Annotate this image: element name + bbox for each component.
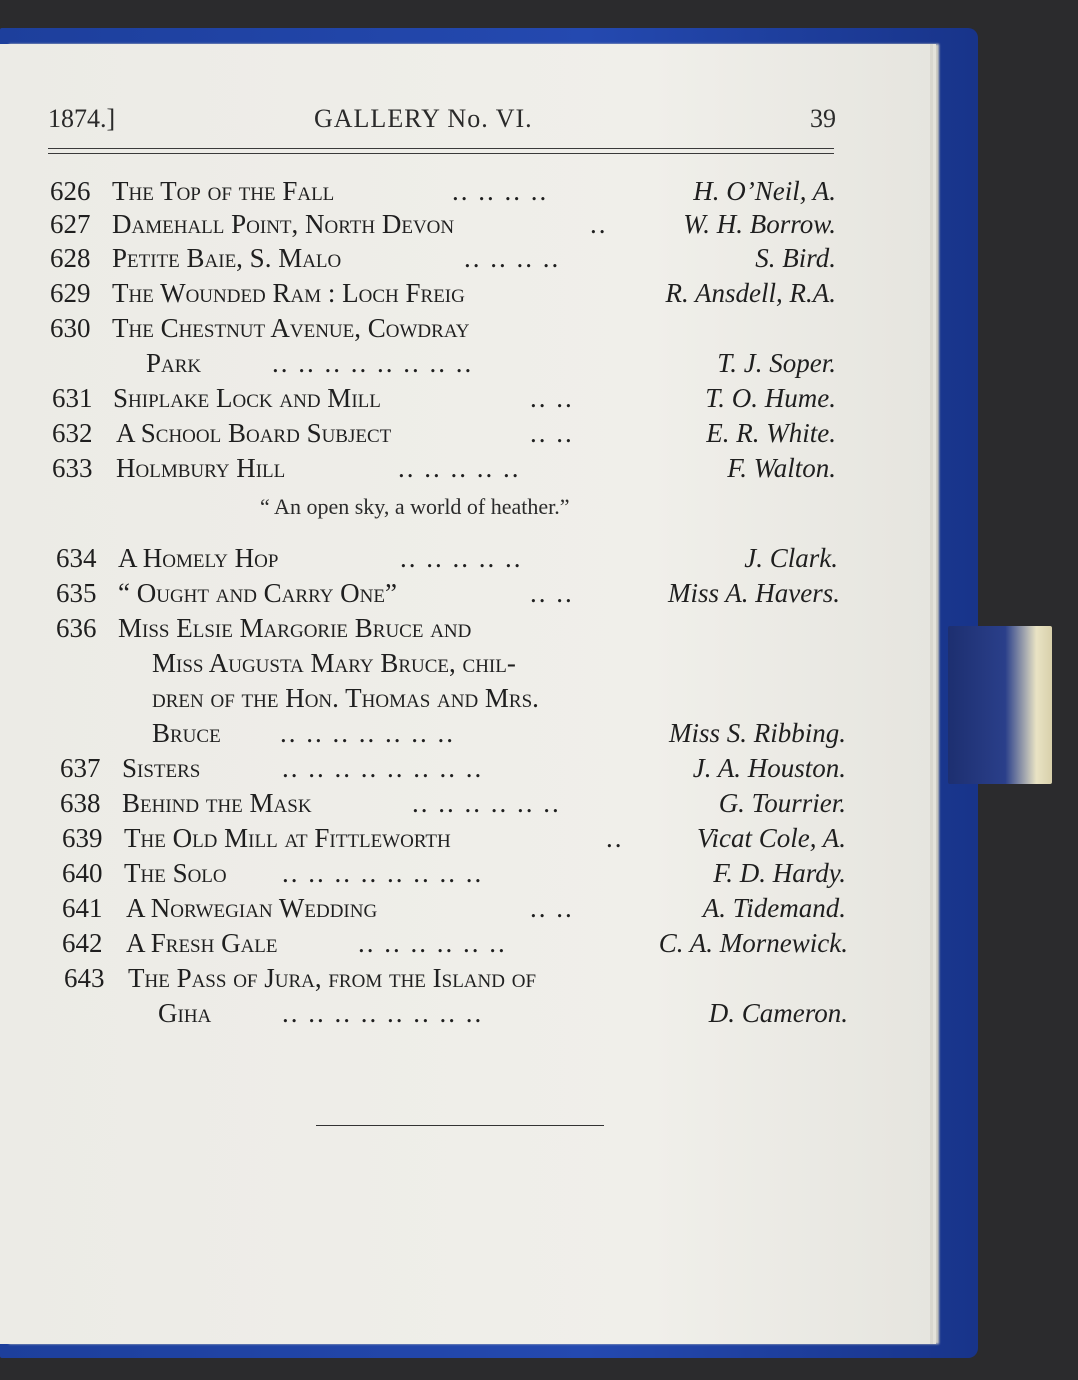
leader-dots: .. .. .. .. [464,243,561,273]
entry-number: 632 [52,418,93,448]
catalogue-line [0,418,1078,454]
entry-number: 634 [56,543,97,573]
leader-dots: .. .. [530,418,574,448]
leader-dots: .. .. .. .. .. .. [358,928,507,958]
entry-artist: A. Tidemand. [702,893,846,923]
catalogue-line [0,928,1078,964]
catalogue-line [0,453,1078,489]
entry-title: The Wounded Ram : Loch Freig [112,278,465,308]
catalogue-line [0,383,1078,419]
leader-dots: .. .. .. .. .. .. .. .. [282,998,484,1028]
entry-number: 633 [52,453,93,483]
entry-title: A Homely Hop [118,543,279,573]
leader-dots: .. .. .. .. .. .. [412,788,561,818]
catalogue-line [0,613,1078,649]
entry-number: 640 [62,858,103,888]
entry-number: 627 [50,209,91,239]
entry-artist: W. H. Borrow. [683,209,836,239]
entry-title: Shiplake Lock and Mill [113,383,381,413]
entry-artist: J. Clark. [744,543,838,573]
entry-title: Giha [158,998,212,1028]
leader-dots: .. .. .. .. .. [400,543,523,573]
catalogue-line [0,543,1078,579]
entry-number: 636 [56,613,97,643]
leader-dots: .. .. .. .. .. .. .. .. [282,753,484,783]
entry-title: Sisters [122,753,201,783]
entry-artist: Miss A. Havers. [668,578,840,608]
leader-dots: .. .. [530,893,574,923]
catalogue-line [0,243,1078,279]
entry-artist: E. R. White. [706,418,836,448]
entry-number: 629 [50,278,91,308]
leader-dots: .. .. .. .. .. .. .. .. [282,858,484,888]
entry-title: Miss Augusta Mary Bruce, chil- [152,648,516,678]
entry-title: A Norwegian Wedding [126,893,378,923]
catalogue-line [0,963,1078,999]
entry-title: “ Ought and Carry One” [118,578,397,608]
header-rule-bottom [48,153,834,154]
header-rule-top [48,148,834,149]
catalogue-line [0,313,1078,349]
entry-title: Bruce [152,718,221,748]
entry-number: 643 [64,963,105,993]
entry-artist: R. Ansdell, R.A. [665,278,836,308]
leader-dots: .. [590,209,608,239]
entry-artist: Miss S. Ribbing. [668,718,846,748]
entry-artist: F. D. Hardy. [713,858,846,888]
entry-title: dren of the Hon. Thomas and Mrs. [152,683,539,713]
catalogue-line [0,893,1078,929]
leader-dots: .. [606,823,624,853]
catalogue-line [0,209,1078,245]
entry-title: A Fresh Gale [126,928,278,958]
catalogue-line [0,788,1078,824]
catalogue-line [0,753,1078,789]
entry-number: 639 [62,823,103,853]
entry-title: Petite Baie, S. Malo [112,243,342,273]
entry-number: 637 [60,753,101,783]
catalogue-line [0,718,1078,754]
entry-number: 628 [50,243,91,273]
entry-title: The Top of the Fall [112,176,335,206]
catalogue-line [0,578,1078,614]
entry-artist: F. Walton. [727,453,836,483]
header-year: 1874.] [48,104,116,133]
entry-title: Behind the Mask [122,788,312,818]
running-header [48,104,836,138]
entry-title: Miss Elsie Margorie Bruce and [118,613,472,643]
page-number: 39 [810,104,836,133]
leader-dots: .. .. .. .. .. .. .. [280,718,455,748]
entry-number: 630 [50,313,91,343]
entry-number: 642 [62,928,103,958]
entry-artist: D. Cameron. [708,998,848,1028]
entry-title: The Solo [124,858,227,888]
entry-artist: S. Bird. [755,243,836,273]
entry-title: Holmbury Hill [116,453,286,483]
catalogue-line [0,278,1078,314]
entry-title: Damehall Point, North Devon [112,209,455,239]
catalogue-line [0,858,1078,894]
catalogue-line [0,998,1078,1034]
entry-artist: J. A. Houston. [692,753,846,783]
leader-dots: .. .. .. .. .. [398,453,521,483]
entry-title: The Pass of Jura, from the Island of [128,963,537,993]
leader-dots: .. .. .. .. [452,176,549,206]
entry-number: 638 [60,788,101,818]
entry-number: 635 [56,578,97,608]
entry-number: 641 [62,893,103,923]
end-rule [316,1125,604,1126]
entry-artist: G. Tourrier. [718,788,846,818]
entry-artist: T. J. Soper. [717,348,836,378]
catalogue-line [0,823,1078,859]
catalogue-line [0,683,1078,719]
entry-artist: H. O’Neil, A. [693,176,836,206]
entry-title: Park [146,348,202,378]
leader-dots: .. .. .. .. .. .. .. .. [272,348,474,378]
entry-number: 626 [50,176,91,206]
header-title: GALLERY No. VI. [314,104,533,133]
entry-title: The Old Mill at Fittleworth [124,823,451,853]
verse-quote: “ An open sky, a world of heather.” [260,494,570,519]
entry-title: A School Board Subject [116,418,392,448]
catalogue-line [0,648,1078,684]
entry-number: 631 [52,383,93,413]
entry-artist: Vicat Cole, A. [697,823,846,853]
entry-artist: T. O. Hume. [705,383,836,413]
leader-dots: .. .. [530,383,574,413]
catalogue-line [0,348,1078,384]
entry-artist: C. A. Mornewick. [658,928,848,958]
leader-dots: .. .. [530,578,574,608]
catalogue-line [0,176,1078,212]
entry-title: The Chestnut Avenue, Cowdray [112,313,470,343]
